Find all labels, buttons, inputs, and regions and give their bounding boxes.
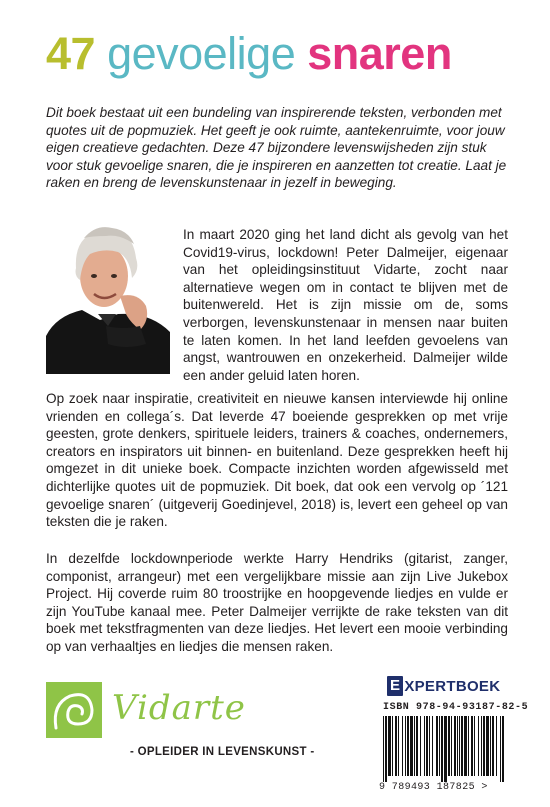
spiral-icon <box>46 682 102 738</box>
title-number: 47 <box>46 28 96 79</box>
book-title <box>46 28 452 80</box>
tagline: - OPLEIDER IN LEVENSKUNST - <box>130 746 315 758</box>
author-photo <box>46 218 170 374</box>
publisher-logo <box>387 676 500 696</box>
author-bio: In maart 2020 ging het land dicht als gevolg van het Covid19-virus, lockdown! Peter Dalmeijer, eigenaar van het opleidingsinstituut Vidarte, zocht naar alternatieve wegen om in contact te blijven met de buitenwereld. Het is zijn missie om de, soms verborgen, levenskunstenaar in mensen naar buiten te laten komen. In het land leefden gevoelens van angst, wantrouwen en onzekerheid. Dalmeijer wilde een ander geluid laten horen. <box>183 227 508 383</box>
author-portrait-icon <box>46 218 170 374</box>
title-middle: gevoelige <box>107 28 296 79</box>
barcode-digits: 9 789493 187825 > <box>379 782 488 793</box>
publisher-logo-initial: E <box>387 676 403 696</box>
vidarte-logo-mark <box>46 682 102 738</box>
paragraph-interviews: Op zoek naar inspiratie, creativiteit en nieuwe kansen interviewde hij online vrienden en collega´s. Dat leverde 47 boeiende gesprekken op met vrije geesten, grote denkers, spirituele leiders, trainers & coaches, ondernemers, creators en inspirators uit binnen- en buitenland. Deze gesprekken heeft hij omgezet in dit unieke boek. Compacte inzichten worden afgewisseld met dichterlijke quotes uit de popmuziek. Dit boek, dat ook een vervolg op ´121 gevoelige snaren´ (uitgeverij Goedinjevel, 2018) is, levert een geheel op van teksten die je raken. <box>46 391 508 530</box>
paragraph-jukebox: In dezelfde lockdownperiode werkte Harry Hendriks (gitarist, zanger, componist, arrangeur) met een vergelijkbare missie aan zijn Live Jukebox Project. Hij coverde ruim 80 troostrijke en hoopgevende liedjes en vulde er zijn YouTube kanaal mee. Peter Dalmeijer verrijkte de rake teksten van dit boek met tekstfragmenten van deze liedjes. Het levert een mooie verbinding op van verhaaltjes en liedjes die mensen raken. <box>46 551 508 654</box>
vidarte-logo-text: Vidarte <box>112 688 246 728</box>
intro-text: Dit boek bestaat uit een bundeling van inspirerende teksten, verbonden met quotes uit de popmuziek. Het geeft je ook ruimte, aantekenruimte, voor jouw eigen creatieve gedachten. Deze 47 bijzondere levenswijsheden zijn stuk voor stuk gevoelige snaren, die je inspireren en aanzetten tot creatie. Laat je raken en breng de levenskunstenaar in jezelf in beweging. <box>46 105 507 191</box>
isbn-label: ISBN 978-94-93187-82-5 <box>383 702 529 713</box>
publisher-logo-text: XPERTBOEK <box>404 677 501 695</box>
barcode-icon <box>381 716 505 782</box>
title-end: snaren <box>307 28 452 79</box>
